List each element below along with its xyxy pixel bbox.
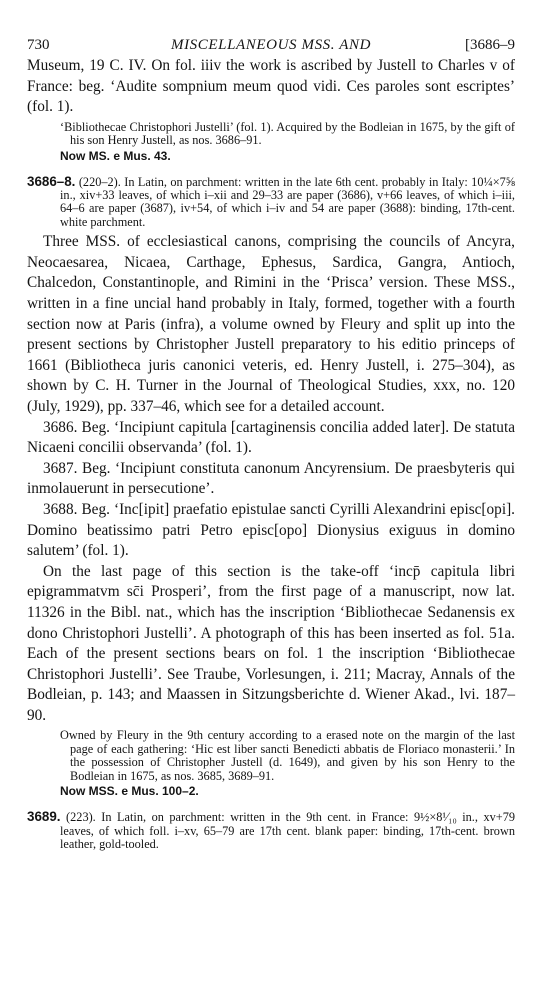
provenance-note <box>27 729 515 783</box>
page <box>27 34 515 854</box>
entry-header <box>27 810 515 851</box>
continuation-paragraph: Museum, 19 C. IV. On fol. iiiv the work is ascribed by Justell to Charles v of France: beg. ‘Audite sompnium meum quod vidi. Ces paroles sont escriptes’ (fol. 1). <box>27 57 515 116</box>
running-title: MISCELLANEOUS MSS. AND <box>170 37 371 53</box>
entry-header <box>27 175 515 230</box>
body-paragraph: 3688. Beg. ‘Inc[ipit] praefatio epistulae sancti Cyrilli Alexandrini episc[opi]. Domino beatissimo patri Petro episc[opo] Dionysius exiguus in domino salutem’ (fol. 1). <box>27 500 515 560</box>
entry-description: (220–2). In Latin, on parchment: written in the late 6th cent. probably in Italy: 10¼×7⅝ in., xiv+33 leaves, of which i–xii and 29–33 are paper (3686), v+66 leaves, of which i–iii, 64–6 are paper (3687), iv+54, of which i–iv and 54 are paper (3688): binding, 17th-cent. white parchment. <box>60 174 515 229</box>
provenance-note <box>27 121 515 148</box>
provenance-text: Owned by Fleury in the 9th century according to a erased note on the margin of the last page of each gathering: ‘Hic est liber sancti Benedicti abbatis de Floriaco monasterii.’ In the possession of Christopher Justell (d. 1649), and given by his son Henry to the Bodleian in 1675, as nos. 3685, 3689–91. <box>60 728 515 783</box>
body-paragraph: On the last page of this section is the take-off ‘incp̄ capitula libri epigrammatvm sc̄i Prosperi’, from the first page of a manuscript, now lat. 11326 in the Bibl. nat., which has the inscription ‘Bibliothecae Sedanensis ex dono Christophori Justelli’. A photograph of this has been inserted as fol. 51a. Each of the present sections bears on fol. 1 the inscription ‘Bibliothecae Christophori Justelli’. See Traube, Vorlesungen, i. 211; Macray, Annals of the Bodleian, p. 143; and Maassen in Sitzungsberichte d. Wiener Akad., lvi. 187–90. <box>27 562 515 724</box>
body-paragraph: Three MSS. of ecclesiastical canons, comprising the councils of Ancyra, Neocaesarea, Nicaea, Carthage, Ephesus, Sardica, Gangra, Antioch, Chalcedon, Constantinople, and Rimini in the ‘Prisca’ version. These MSS., written in a fine uncial hand probably in Italy, formed, together with a fourth section now at Paris (infra), a volume owned by Fleury and split up into the present sections by Christopher Justell preparatory to his editio princeps of 1661 (Bibliotheca juris canonici veteris, ed. Henry Justell, i. 275–304), as shown by C. H. Turner in the Journal of Theological Studies, xxx, no. 120 (July, 1929), pp. 337–46, which see for a detailed account. <box>27 233 515 415</box>
body-paragraph: 3686. Beg. ‘Incipiunt capitula [cartaginensis concilia added later]. De statuta Nicaeni concilii observanda’ (fol. 1). <box>27 418 515 457</box>
provenance-text: ‘Bibliothecae Christophori Justelli’ (fol. 1). Acquired by the Bodleian in 1675, by the gift of his son Henry Justell, as nos. 3686–91. <box>60 119 515 148</box>
entry-number: 3686–8. <box>27 173 76 189</box>
shelfmark <box>27 149 515 163</box>
entry-description: (223). In Latin, on parchment: written in the 9th cent. in France: 9½×8¹⁄₁₀ in., xv+79 leaves, of which foll. i–xv, 65–79 are 17th cent. blank paper: binding, 17th-cent. brown leather, gold-tooled. <box>60 810 516 851</box>
shelfmark-text: Now MS. e Mus. 43. <box>60 148 171 163</box>
body-paragraph: 3687. Beg. ‘Incipiunt constituta canonum Ancyrensium. De praesbyteris qui inmolauerunt in persecutione’. <box>27 459 515 498</box>
entry-number: 3689. <box>27 809 61 825</box>
page-number: 730 <box>27 37 50 53</box>
shelfmark <box>27 784 515 798</box>
entry-range: [3686–9 <box>465 37 515 53</box>
shelfmark-text: Now MSS. e Mus. 100–2. <box>60 784 199 799</box>
running-head <box>27 34 515 56</box>
